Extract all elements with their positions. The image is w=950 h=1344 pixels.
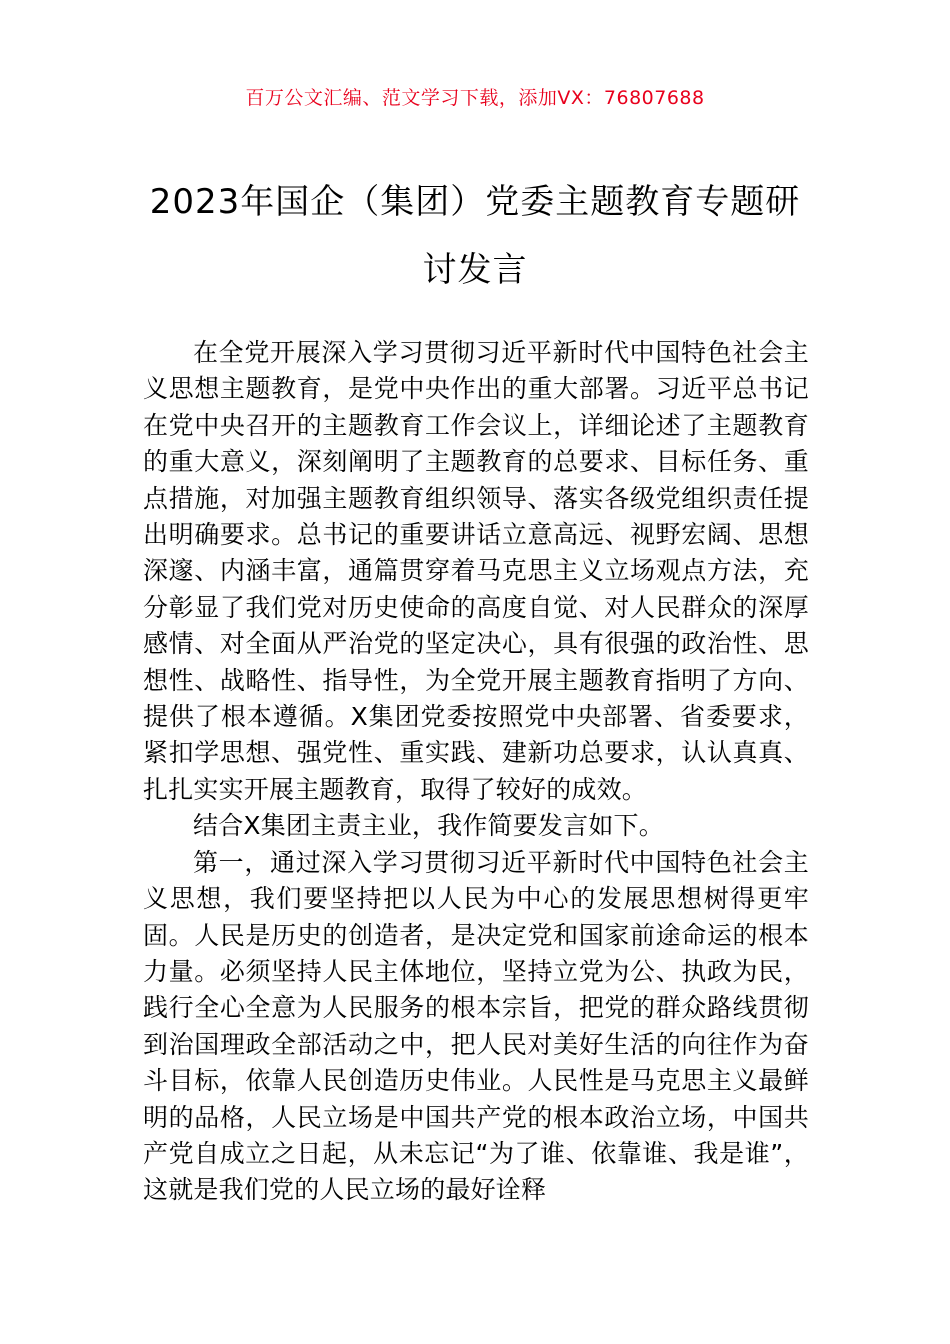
document-body	[143, 335, 809, 1209]
document-title-line-1: 2023年国企（集团）党委主题教育专题研	[149, 182, 801, 222]
paragraph-transition: 结合X集团主责主业，我作简要发言如下。	[193, 811, 664, 841]
document-title-line-2: 讨发言	[422, 250, 528, 290]
paragraph-point-one: 第一，通过深入学习贯彻习近平新时代中国特色社会主义思想，我们要坚持把以人民为中心的发展思想树得更牢固。人民是历史的创造者，是决定党和国家前途命运的根本力量。必须坚持人民主体地位，坚持立党为公、执政为民，践行全心全意为人民服务的根本宗旨，把党的群众路线贯彻到治国理政全部活动之中，把人民对美好生活的向往作为奋斗目标，依靠人民创造历史伟业。人民性是马克思主义最鲜明的品格，人民立场是中国共产党的根本政治立场，中国共产党自成立之日起，从未忘记“为了谁、依靠谁、我是谁”，这就是我们党的人民立场的最好诠释	[143, 847, 809, 1205]
header-promo-note: 百万公文汇编、范文学习下载，添加VX：76807688	[245, 87, 705, 109]
paragraph-intro: 在全党开展深入学习贯彻习近平新时代中国特色社会主义思想主题教育，是党中央作出的重大部署。习近平总书记在党中央召开的主题教育工作会议上，详细论述了主题教育的重大意义，深刻阐明了主题教育的总要求、目标任务、重点措施，对加强主题教育组织领导、落实各级党组织责任提出明确要求。总书记的重要讲话立意高远、视野宏阔、思想深邃、内涵丰富，通篇贯穿着马克思主义立场观点方法，充分彰显了我们党对历史使命的高度自觉、对人民群众的深厚感情、对全面从严治党的坚定决心，具有很强的政治性、思想性、战略性、指导性，为全党开展主题教育指明了方向、提供了根本遵循。X集团党委按照党中央部署、省委要求，紧扣学思想、强党性、重实践、建新功总要求，认认真真、扎扎实实开展主题教育，取得了较好的成效。	[143, 338, 809, 804]
